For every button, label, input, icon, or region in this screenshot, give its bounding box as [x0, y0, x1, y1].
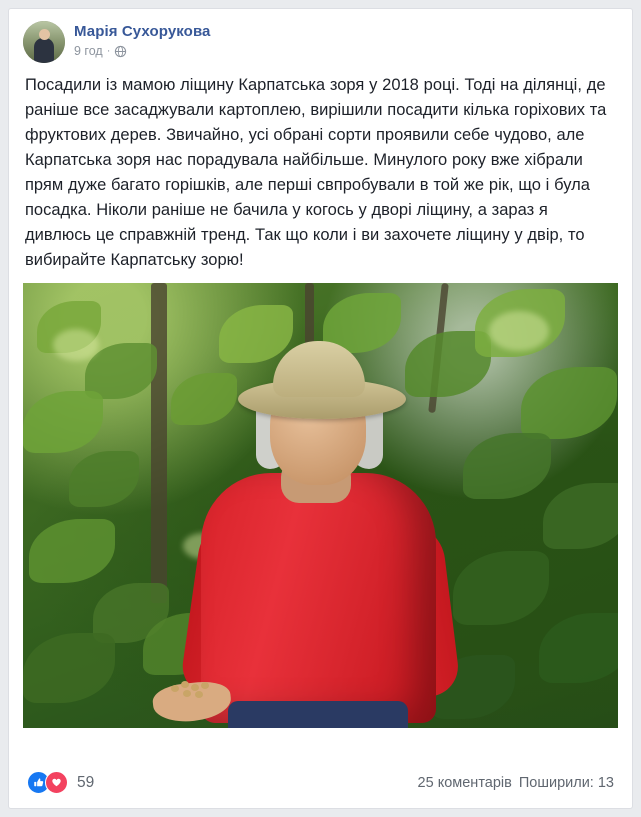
post-timestamp[interactable]: 9 год [74, 44, 103, 58]
hazelnut [191, 684, 199, 691]
comments-count[interactable]: 25 коментарів [417, 774, 512, 791]
facebook-post-card [8, 8, 633, 809]
post-author-name[interactable]: Марія Сухорукова [74, 23, 211, 40]
post-footer [9, 759, 632, 808]
hazelnut [201, 682, 209, 689]
tree-trunk [151, 283, 167, 603]
reaction-icons [27, 771, 68, 794]
hazelnut [195, 691, 203, 698]
post-header [9, 9, 632, 69]
avatar-person-body [34, 38, 54, 63]
avatar-person-head [39, 29, 50, 40]
meta-separator: · [106, 45, 111, 57]
post-meta [74, 44, 211, 59]
avatar[interactable] [23, 21, 65, 63]
reactions-summary[interactable] [27, 771, 94, 794]
reaction-count: 59 [77, 773, 95, 791]
post-photo[interactable] [23, 283, 618, 728]
figure-trousers [228, 701, 408, 728]
shares-count[interactable]: Поширили: 13 [518, 774, 614, 791]
hazelnut [171, 685, 179, 692]
globe-icon[interactable] [114, 45, 127, 58]
figure-red-shirt [201, 473, 436, 723]
sunlight-patch [53, 329, 99, 361]
love-icon [45, 771, 68, 794]
post-header-text [74, 21, 211, 59]
post-stats [418, 775, 614, 791]
hazelnut [181, 681, 189, 688]
hazelnut [183, 690, 191, 697]
post-text: Посадили із мамою ліщину Карпатська зоря у 2018 році. Тоді на ділянці, де раніше все засаджували картоплею, вирішили посадити кілька горіхових та фруктових дерев. Звичайно, усі обрані сорти проявили себе чудово, але Карпатська зоря нас порадувала найбільше. Минулого року вже хібрали прям дуже багато горішків, але перші свпробували в той же рік, що і була посадка. Ніколи раніше не бачила у когось у дворі ліщину, а зараз я дивлюсь це справжній тренд. Так що коли і ви захочете ліщину у двір, то вибирайте Карпатську зорю! [25, 76, 607, 269]
sunlight-patch [489, 311, 549, 351]
